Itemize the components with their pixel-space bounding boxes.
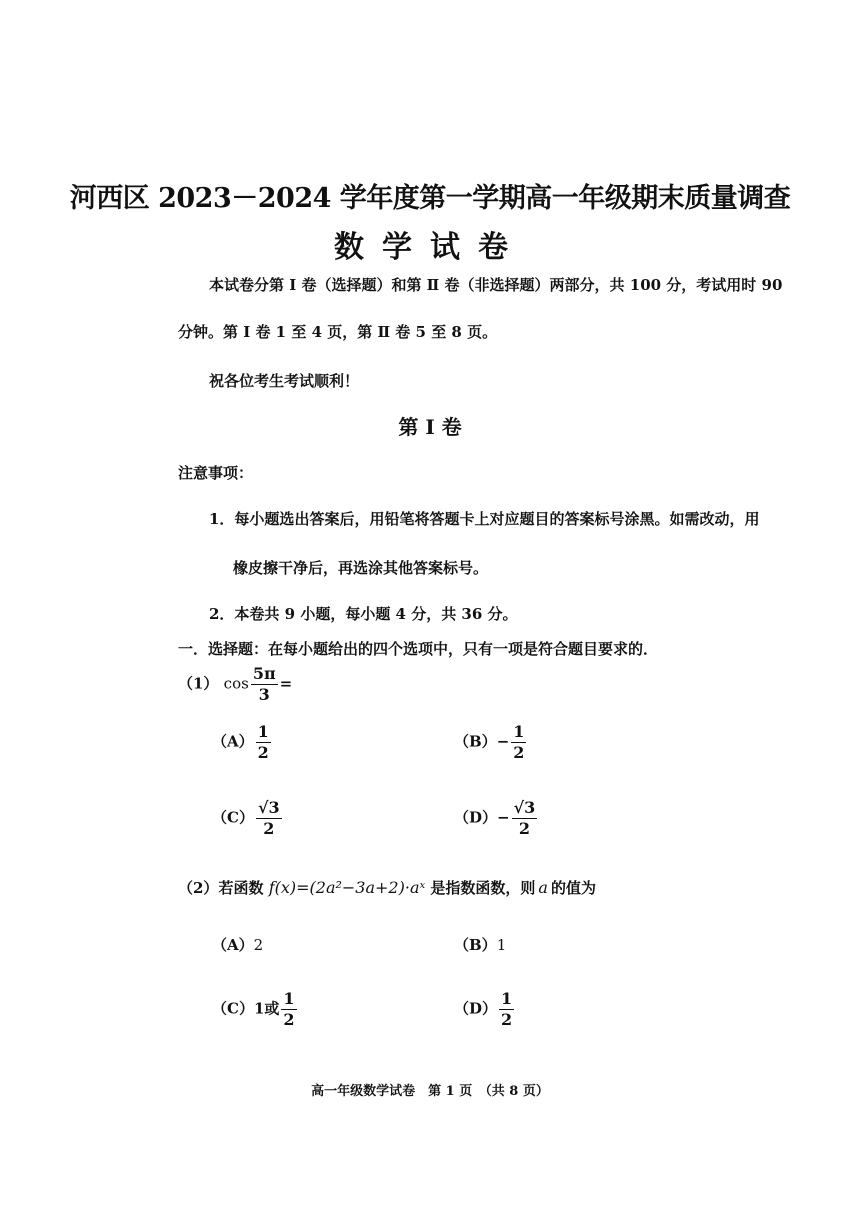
section-title: 第 Ⅰ 卷 <box>398 415 462 439</box>
q1-option-b[interactable] <box>454 724 528 761</box>
notice-item-2: 2．本卷共 9 小题，每小题 4 分，共 36 分。 <box>209 605 518 623</box>
q1-option-a[interactable] <box>212 724 273 761</box>
denominator: 3 <box>258 685 270 704</box>
notice-item-1-line-2: 橡皮擦干净后，再选涂其他答案标号。 <box>233 559 489 577</box>
option-label: （D） <box>454 999 498 1018</box>
variable-a: a <box>538 878 548 897</box>
minus-sign: − <box>496 732 510 751</box>
denominator: 2 <box>518 819 530 838</box>
denominator: 2 <box>283 1010 295 1029</box>
page-footer: 高一年级数学试卷 第 1 页 （共 8 页） <box>311 1084 549 1099</box>
denominator: 2 <box>513 743 525 762</box>
q1-option-d[interactable] <box>454 800 539 837</box>
intro-line-1: 本试卷分第 Ⅰ 卷（选择题）和第 Ⅱ 卷（非选择题）两部分，共 100 分，考试用时 90 <box>209 276 783 294</box>
option-label: （A） <box>212 936 254 954</box>
question-text-end: 的值为 <box>550 879 596 897</box>
function-expression: f(x)=(2a²−3a+2)·aˣ <box>268 878 426 897</box>
question-number: （2） <box>178 879 219 897</box>
minus-sign: − <box>497 808 510 827</box>
good-luck-text: 祝各位考生考试顺利！ <box>209 372 360 390</box>
numerator: 5π <box>252 664 276 683</box>
q2-option-c[interactable] <box>212 991 299 1028</box>
option-value: 1 <box>496 936 507 954</box>
q1-option-c[interactable] <box>212 800 284 837</box>
q2-option-d[interactable] <box>454 991 516 1028</box>
question-text-post: 是指数函数，则 <box>430 879 536 897</box>
denominator: 2 <box>263 819 275 838</box>
fraction <box>499 991 514 1028</box>
fraction <box>511 724 526 761</box>
numerator: √3 <box>513 798 536 817</box>
numerator: √3 <box>257 798 280 817</box>
option-label: （C） <box>212 808 254 827</box>
option-label: （B） <box>454 732 497 751</box>
option-label: （D） <box>454 808 498 827</box>
cos-function: cos <box>223 674 249 693</box>
numerator: 1 <box>501 989 513 1008</box>
notice-heading: 注意事项： <box>178 464 254 482</box>
fraction <box>281 991 296 1028</box>
fraction <box>251 666 278 703</box>
question-number: （1） <box>178 674 219 693</box>
numerator: 1 <box>283 989 295 1008</box>
exam-title: 河西区 2023－2024 学年度第一学期高一年级期末质量调查 <box>69 183 791 214</box>
q2-option-b[interactable] <box>454 934 506 955</box>
question-1 <box>178 666 292 703</box>
equals-sign: = <box>279 674 293 693</box>
fraction <box>512 800 538 837</box>
option-value: 1或 <box>253 999 280 1018</box>
part-one-instructions: 一．选择题：在每小题给出的四个选项中，只有一项是符合题目要求的． <box>178 640 659 658</box>
option-label: （A） <box>212 732 254 751</box>
numerator: 1 <box>513 722 525 741</box>
option-label: （C） <box>212 999 254 1018</box>
option-label: （B） <box>454 936 497 954</box>
denominator: 2 <box>501 1010 513 1029</box>
question-2 <box>178 877 596 898</box>
exam-subtitle: 数学试卷 <box>334 230 526 265</box>
question-text-pre: 若函数 <box>218 879 264 897</box>
numerator: 1 <box>257 722 269 741</box>
notice-item-1-line-1: 1．每小题选出答案后，用铅笔将答题卡上对应题目的答案标号涂黑。如需改动，用 <box>209 510 760 528</box>
denominator: 2 <box>257 743 269 762</box>
intro-line-2: 分钟。第 Ⅰ 卷 1 至 4 页，第 Ⅱ 卷 5 至 8 页。 <box>178 323 498 341</box>
option-value: 2 <box>253 936 264 954</box>
fraction <box>256 800 282 837</box>
q2-option-a[interactable] <box>212 934 263 955</box>
fraction <box>256 724 271 761</box>
